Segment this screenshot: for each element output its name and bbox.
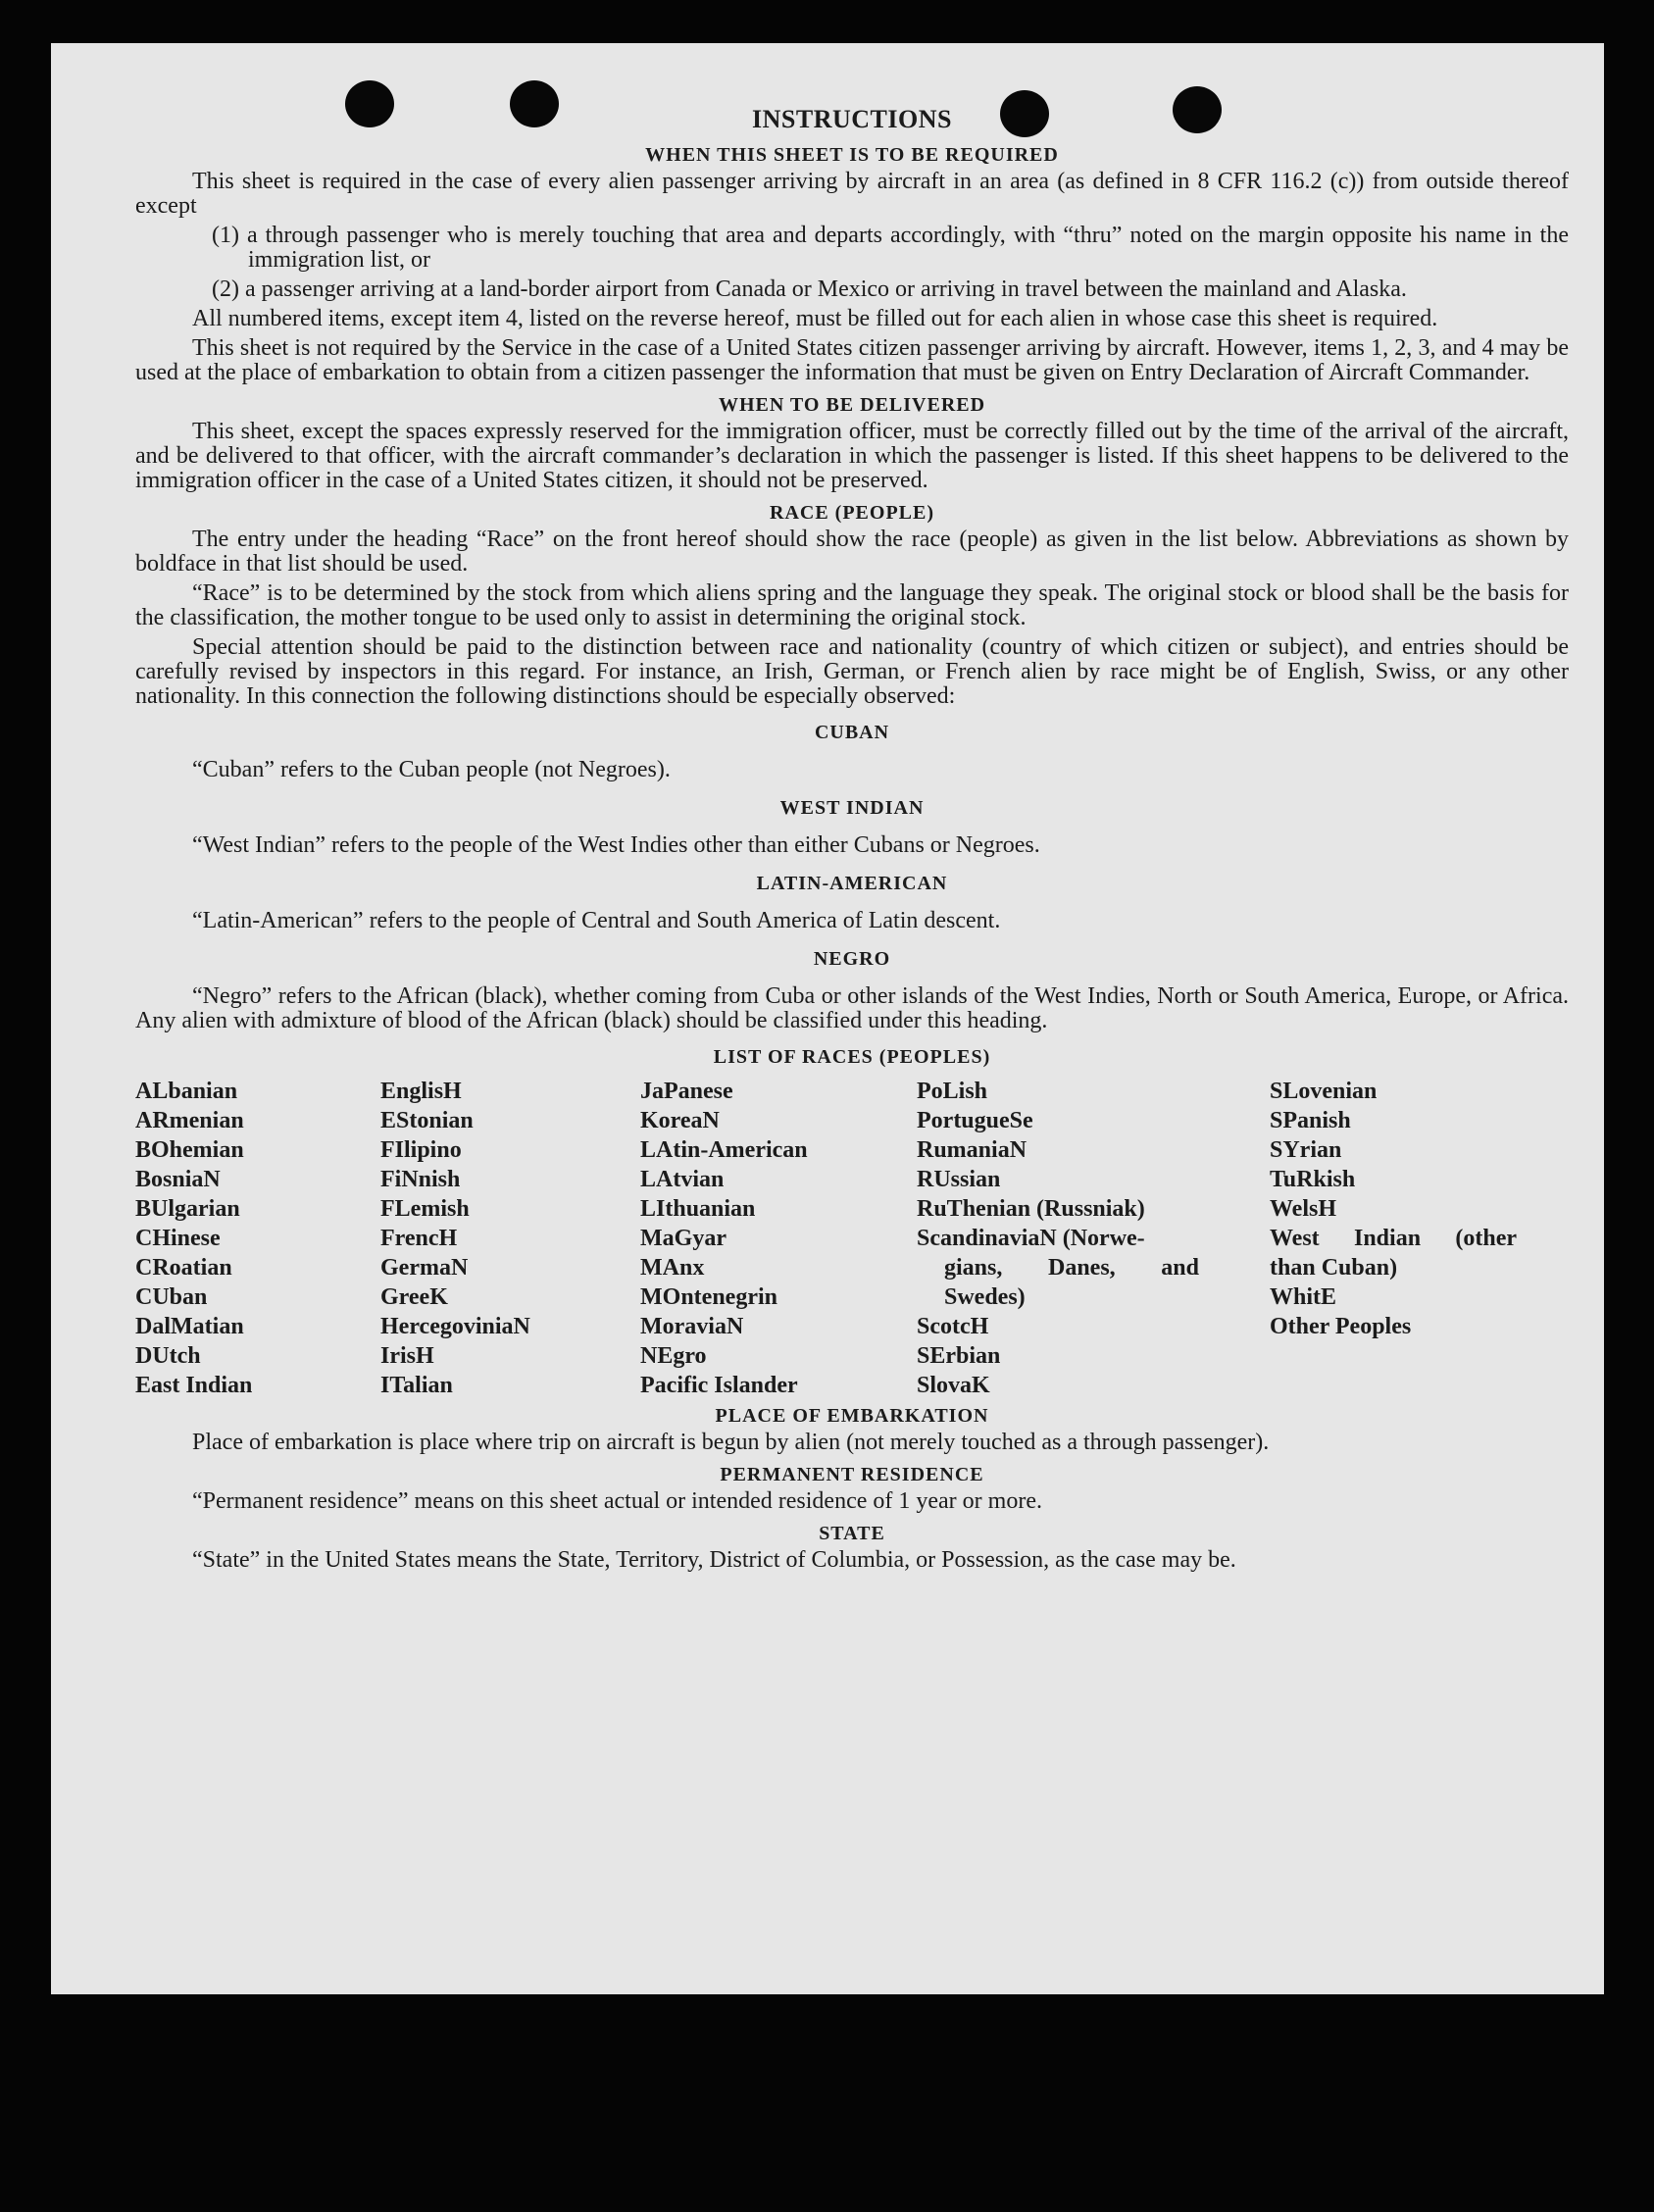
race-item: FiNnish [380,1167,461,1192]
race-item-word: (other [1455,1226,1517,1251]
race-item: ARmenian [135,1108,244,1133]
section-heading: WHEN THIS SHEET IS TO BE REQUIRED [645,144,1059,166]
race-item: FIlipino [380,1137,462,1163]
race-item: IrisH [380,1343,434,1369]
race-item-scandinavian [917,1224,1199,1312]
race-item: RUssian [917,1167,1001,1192]
paragraph: Special attention should be paid to the distinction between race and nationality (country of which citizen or subject), and entries should be carefully revised by inspectors in this regard. For instance, an Irish, German, or French alien by race might be of English, Swiss, or any other nationality. In this connection the following distinctions should be especially observed: [135,634,1569,709]
race-item-word: Indian [1353,1226,1422,1251]
race-item: WelsH [1270,1196,1337,1222]
race-item: Other Peoples [1270,1314,1412,1339]
race-item: MoraviaN [640,1314,744,1339]
list-item: (1) a through passenger who is merely touching that area and departs accordingly, with “thru” noted on the margin opposite his name in the immigration list, or [212,223,1569,273]
section-heading: NEGRO [813,948,891,970]
race-item: NEgro [640,1343,707,1369]
race-item: PortugueSe [917,1108,1033,1133]
race-item: ITalian [380,1373,453,1398]
race-item: WhitE [1270,1284,1337,1310]
race-item: KoreaN [640,1108,720,1133]
race-item: ALbanian [135,1079,238,1104]
race-item: SlovaK [917,1373,990,1398]
race-item: East Indian [135,1373,253,1398]
race-item: BosniaN [135,1167,221,1192]
race-item-word: and [1161,1255,1199,1281]
race-item-line: Swedes) [944,1284,1026,1310]
paragraph: This sheet is not required by the Service in the case of a United States citizen passenger arriving by aircraft. However, items 1, 2, 3, and 4 may be used at the place of embarkation to obtain from a citizen passenger the information that must be given on Entry Declaration of Aircraft Commander. [135,335,1569,385]
race-item: EStonian [380,1108,474,1133]
paragraph: “Permanent residence” means on this sheet actual or intended residence of 1 year or more. [192,1488,1042,1514]
section-heading: PLACE OF EMBARKATION [715,1405,989,1427]
race-item: RumaniaN [917,1137,1027,1163]
section-heading: STATE [819,1523,885,1544]
race-item: RuThenian (Russniak) [917,1196,1145,1222]
paragraph: Place of embarkation is place where trip on aircraft is begun by alien (not merely touched as a through passenger). [192,1430,1270,1455]
race-item-line [917,1253,1199,1282]
race-item: DUtch [135,1343,201,1369]
races-column [917,1077,1270,1400]
races-column [380,1077,640,1400]
race-item: CHinese [135,1226,221,1251]
race-item: LAtin-American [640,1137,808,1163]
race-item-line [1270,1224,1517,1253]
race-item: PoLish [917,1079,988,1104]
paragraph: This sheet is required in the case of every alien passenger arriving by aircraft in an area (as defined in 8 CFR 116.2 (c)) from outside thereof except [135,169,1569,219]
race-item: MaGyar [640,1226,727,1251]
races-heading: LIST OF RACES (PEOPLES) [713,1046,991,1068]
race-item-west-indian [1270,1224,1517,1282]
race-item: SPanish [1270,1108,1351,1133]
race-item: ScotcH [917,1314,989,1339]
race-item: BOhemian [135,1137,244,1163]
race-item: TuRkish [1270,1167,1356,1192]
paragraph: This sheet, except the spaces expressly reserved for the immigration officer, must be correctly filled out by the time of the arrival of the aircraft, and be delivered to that officer, with the aircraft commander’s declaration in which the passenger is listed. If this sheet happens to be delivered to the immigration officer in the case of a United States citizen, it should not be preserved. [135,419,1569,493]
race-item: FrencH [380,1226,458,1251]
race-item: GermaN [380,1255,469,1281]
race-item: MAnx [640,1255,705,1281]
section-heading: WEST INDIAN [779,797,925,819]
list-item: (2) a passenger arriving at a land-border airport from Canada or Mexico or arriving in travel between the mainland and Alaska. [212,276,1407,302]
races-column [640,1077,917,1400]
race-item: MOntenegrin [640,1284,777,1310]
race-item-line: than Cuban) [1270,1255,1398,1281]
section-heading: LATIN-AMERICAN [756,873,948,894]
race-item-word: Danes, [1047,1255,1116,1281]
race-item: DalMatian [135,1314,244,1339]
paragraph: The entry under the heading “Race” on the front hereof should show the race (people) as given in the list below. Abbreviations as shown by boldface in that list should be used. [135,527,1569,577]
race-item-word: gians, [944,1255,1003,1281]
race-item: LIthuanian [640,1196,756,1222]
race-item: SYrian [1270,1137,1342,1163]
race-item-word: West [1270,1226,1320,1251]
race-item: GreeK [380,1284,448,1310]
paragraph: “Negro” refers to the African (black), whether coming from Cuba or other islands of the West Indies, North or South America, Europe, or Africa. Any alien with admixture of blood of the African (black) should be classified under this heading. [135,983,1569,1033]
paragraph: “State” in the United States means the State, Territory, District of Columbia, or Possession, as the case may be. [192,1547,1236,1573]
race-item: HercegoviniaN [380,1314,530,1339]
instruction-sheet [51,43,1604,1994]
race-item: SErbian [917,1343,1001,1369]
section-heading: WHEN TO BE DELIVERED [718,394,986,416]
paragraph: “Race” is to be determined by the stock from which aliens spring and the language they speak. The original stock or blood shall be the basis for the classification, the mother tongue to be used only to assist in determining the original stock. [135,580,1569,630]
paragraph: “West Indian” refers to the people of the West Indies other than either Cubans or Negroes. [192,832,1040,858]
races-column [135,1077,380,1400]
race-item: FLemish [380,1196,470,1222]
section-heading: PERMANENT RESIDENCE [720,1464,984,1485]
race-item: CRoatian [135,1255,232,1281]
paragraph: “Cuban” refers to the Cuban people (not Negroes). [192,757,671,782]
race-item: BUlgarian [135,1196,240,1222]
race-item: CUban [135,1284,208,1310]
race-item: Pacific Islander [640,1373,798,1398]
section-heading: CUBAN [814,722,890,743]
race-item: SLovenian [1270,1079,1378,1104]
race-item-line: ScandinaviaN (Norwe- [917,1226,1145,1251]
paragraph: “Latin-American” refers to the people of Central and South America of Latin descent. [192,908,1001,933]
section-heading: RACE (PEOPLE) [770,502,934,524]
page-title: INSTRUCTIONS [752,105,952,133]
race-item: JaPanese [640,1079,733,1104]
races-list [135,1077,1569,1400]
races-column [1270,1077,1569,1400]
document-body [135,104,1569,1578]
race-item: EnglisH [380,1079,462,1104]
paragraph: All numbered items, except item 4, listed on the reverse hereof, must be filled out for each alien in whose case this sheet is required. [192,306,1438,331]
race-item: LAtvian [640,1167,725,1192]
